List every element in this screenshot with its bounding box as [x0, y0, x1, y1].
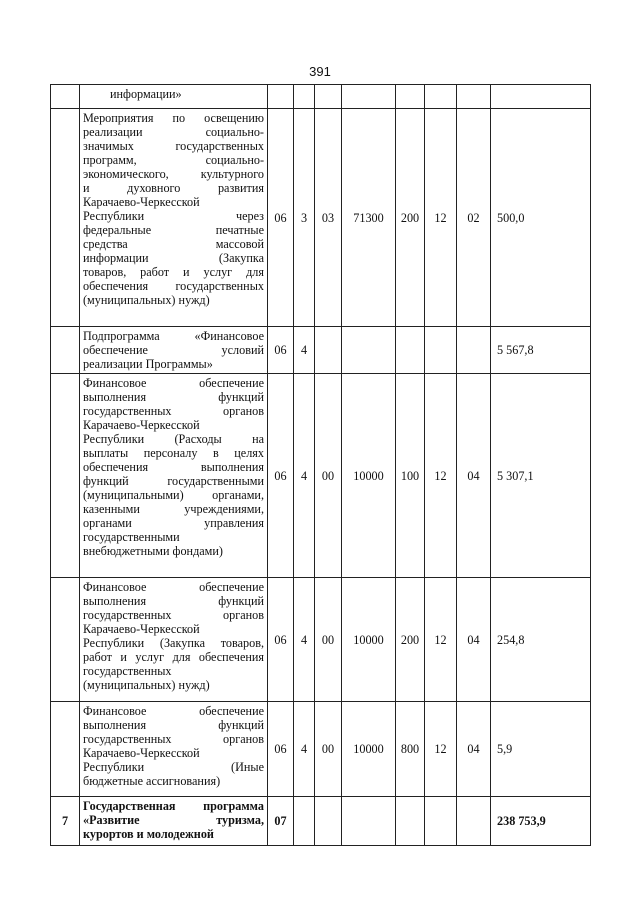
description-line: Финансовое обеспечение — [83, 704, 264, 718]
code-cell-c7: 04 — [457, 702, 491, 797]
code-cell-c1: 07 — [268, 797, 294, 846]
code-cell-c2: 4 — [294, 374, 315, 578]
page-number: 391 — [309, 64, 331, 79]
description-line: Республики через — [83, 209, 264, 223]
code-cell-c5: 100 — [396, 374, 425, 578]
budget-table — [50, 84, 591, 846]
code-cell-c3: 03 — [315, 109, 342, 327]
description-line: бюджетные ассигнования) — [83, 774, 221, 788]
description-line: информации (Закупка — [83, 251, 264, 265]
code-cell-c2 — [294, 85, 315, 109]
code-cell-c2: 4 — [294, 327, 315, 374]
code-cell-c4 — [342, 85, 396, 109]
description-line: государственных органов — [83, 404, 264, 418]
code-cell-c6 — [425, 327, 457, 374]
code-cell-c4: 10000 — [342, 374, 396, 578]
code-cell-c2 — [294, 797, 315, 846]
row-number: 7 — [51, 797, 80, 846]
code-cell-c7 — [457, 85, 491, 109]
description-line: информации» — [110, 87, 182, 101]
amount-cell — [491, 85, 591, 109]
description-line: обеспечение условий — [83, 343, 264, 357]
description-line: (муниципальных) нужд) — [83, 293, 210, 307]
table-row — [51, 797, 591, 846]
row-number — [51, 85, 80, 109]
description-line: выплаты персоналу в целях — [83, 446, 264, 460]
description-line: обеспечения выполнения — [83, 460, 264, 474]
description-line: государственных — [83, 664, 172, 678]
code-cell-c5 — [396, 85, 425, 109]
code-cell-c7: 04 — [457, 578, 491, 702]
table-row — [51, 374, 591, 578]
code-cell-c2: 3 — [294, 109, 315, 327]
row-number — [51, 327, 80, 374]
description-line: внебюджетными фондами) — [83, 544, 223, 558]
table-row — [51, 702, 591, 797]
description-line: обеспечения государственных — [83, 279, 264, 293]
description-line: Республики (Закупка товаров, — [83, 636, 264, 650]
code-cell-c2: 4 — [294, 578, 315, 702]
row-description — [80, 85, 268, 109]
code-cell-c4 — [342, 797, 396, 846]
code-cell-c4: 10000 — [342, 578, 396, 702]
row-description — [80, 578, 268, 702]
table-row — [51, 327, 591, 374]
description-line: казенными учреждениями, — [83, 502, 264, 516]
amount-cell: 5 307,1 — [491, 374, 591, 578]
row-description — [80, 327, 268, 374]
code-cell-c7 — [457, 327, 491, 374]
code-cell-c7: 02 — [457, 109, 491, 327]
description-line: Республики (Расходы на — [83, 432, 264, 446]
description-line: государственных органов — [83, 732, 264, 746]
code-cell-c6: 12 — [425, 702, 457, 797]
description-line: Финансовое обеспечение — [83, 376, 264, 390]
code-cell-c3 — [315, 85, 342, 109]
table-body — [51, 85, 591, 846]
code-cell-c1: 06 — [268, 109, 294, 327]
description-line: Карачаево-Черкесской — [83, 195, 200, 209]
description-line: Республики (Иные — [83, 760, 264, 774]
description-line: Мероприятия по освещению — [83, 111, 264, 125]
description-line: реализации социально- — [83, 125, 264, 139]
row-number — [51, 374, 80, 578]
row-description — [80, 109, 268, 327]
description-line: значимых государственных — [83, 139, 264, 153]
row-description — [80, 374, 268, 578]
table-row — [51, 578, 591, 702]
code-cell-c5 — [396, 797, 425, 846]
code-cell-c6: 12 — [425, 374, 457, 578]
amount-cell: 254,8 — [491, 578, 591, 702]
code-cell-c1: 06 — [268, 578, 294, 702]
row-description — [80, 797, 268, 846]
description-line: государственными — [83, 530, 180, 544]
description-line: товаров, работ и услуг для — [83, 265, 264, 279]
code-cell-c5 — [396, 327, 425, 374]
description-line: реализации Программы» — [83, 357, 213, 371]
description-line: Государственная программа — [83, 799, 264, 813]
amount-cell: 238 753,9 — [491, 797, 591, 846]
row-number — [51, 702, 80, 797]
description-line: «Развитие туризма, — [83, 813, 264, 827]
code-cell-c7: 04 — [457, 374, 491, 578]
description-line: Подпрограмма «Финансовое — [83, 329, 264, 343]
description-line: выполнения функций — [83, 718, 264, 732]
code-cell-c5: 200 — [396, 109, 425, 327]
description-line: Карачаево-Черкесской — [83, 418, 200, 432]
amount-cell: 500,0 — [491, 109, 591, 327]
code-cell-c5: 200 — [396, 578, 425, 702]
description-line: (муниципальными) органами, — [83, 488, 264, 502]
amount-cell: 5,9 — [491, 702, 591, 797]
description-line: государственных органов — [83, 608, 264, 622]
code-cell-c6 — [425, 797, 457, 846]
row-number — [51, 109, 80, 327]
code-cell-c4: 71300 — [342, 109, 396, 327]
amount-cell: 5 567,8 — [491, 327, 591, 374]
description-line: курортов и молодежной — [83, 827, 214, 841]
description-line: функций государственными — [83, 474, 264, 488]
table-row — [51, 85, 591, 109]
description-line: программ, социально- — [83, 153, 264, 167]
code-cell-c3: 00 — [315, 702, 342, 797]
description-line: средства массовой — [83, 237, 264, 251]
description-line: Финансовое обеспечение — [83, 580, 264, 594]
code-cell-c3 — [315, 327, 342, 374]
row-description — [80, 702, 268, 797]
code-cell-c6 — [425, 85, 457, 109]
description-line: экономического, культурного — [83, 167, 264, 181]
description-line: работ и услуг для обеспечения — [83, 650, 264, 664]
description-line: и духовного развития — [83, 181, 264, 195]
description-line: Карачаево-Черкесской — [83, 746, 200, 760]
table-row — [51, 109, 591, 327]
code-cell-c1: 06 — [268, 327, 294, 374]
code-cell-c2: 4 — [294, 702, 315, 797]
description-line: выполнения функций — [83, 594, 264, 608]
code-cell-c6: 12 — [425, 578, 457, 702]
description-line: органами управления — [83, 516, 264, 530]
code-cell-c6: 12 — [425, 109, 457, 327]
description-line: федеральные печатные — [83, 223, 264, 237]
code-cell-c3: 00 — [315, 374, 342, 578]
code-cell-c5: 800 — [396, 702, 425, 797]
code-cell-c7 — [457, 797, 491, 846]
description-line: (муниципальных) нужд) — [83, 678, 210, 692]
code-cell-c1 — [268, 85, 294, 109]
description-line: выполнения функций — [83, 390, 264, 404]
description-line: Карачаево-Черкесской — [83, 622, 200, 636]
code-cell-c4 — [342, 327, 396, 374]
code-cell-c3 — [315, 797, 342, 846]
code-cell-c3: 00 — [315, 578, 342, 702]
code-cell-c4: 10000 — [342, 702, 396, 797]
code-cell-c1: 06 — [268, 374, 294, 578]
code-cell-c1: 06 — [268, 702, 294, 797]
row-number — [51, 578, 80, 702]
